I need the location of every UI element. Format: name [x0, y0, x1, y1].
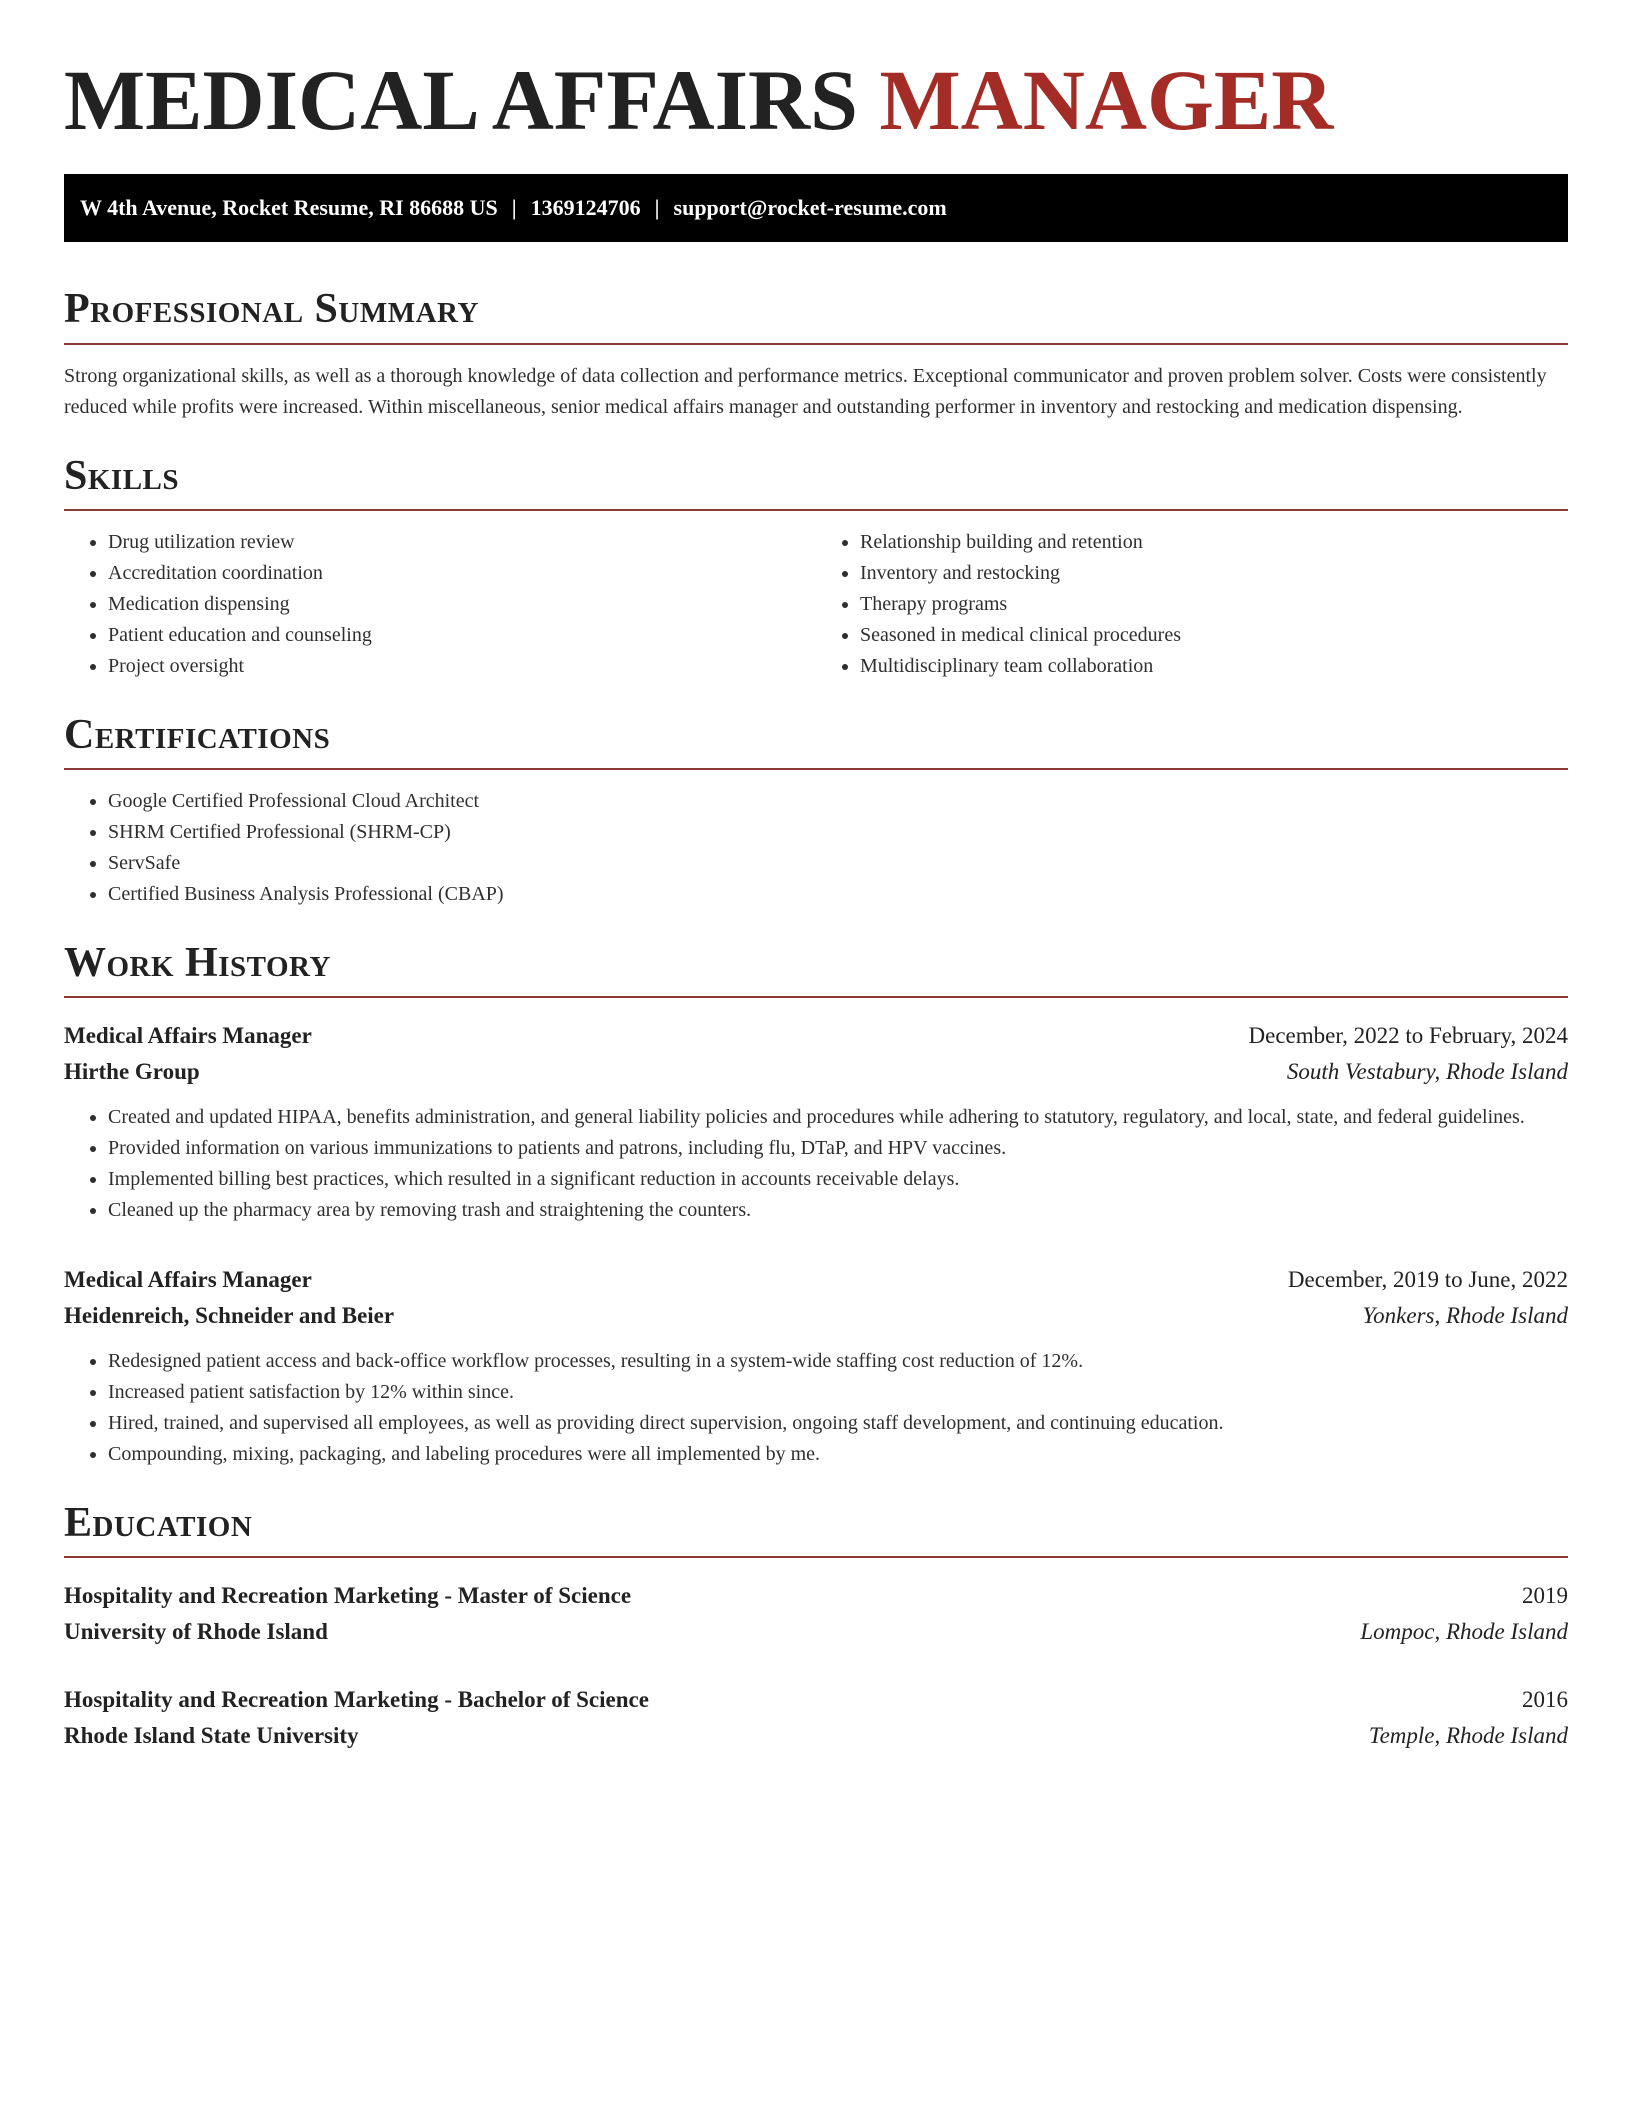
skill-item: • Drug utilization review — [108, 527, 816, 558]
work-history-section — [64, 940, 1568, 1470]
contact-phone: 1369124706 — [530, 195, 641, 221]
section-divider — [64, 1556, 1568, 1558]
job-bullet: • Redesigned patient access and back-office workflow processes, resulting in a system-wide staffing cost reduction of 12%. — [108, 1346, 1568, 1377]
certification-item: • ServSafe — [108, 848, 1568, 879]
job-bullets — [64, 1346, 1568, 1470]
skill-item: • Accreditation coordination — [108, 558, 816, 589]
education-year: 2016 — [1522, 1687, 1568, 1713]
education-school-row — [64, 1718, 1568, 1754]
job-bullet: • Created and updated HIPAA, benefits administration, and general liability policies and procedures while adhering to statutory, regulatory, and local, state, and federal guidelines. — [108, 1102, 1568, 1133]
certification-item: • Certified Business Analysis Professional (CBAP) — [108, 879, 1568, 910]
skills-list-right — [816, 527, 1568, 682]
job-company: Heidenreich, Schneider and Beier — [64, 1303, 395, 1329]
certifications-list — [64, 786, 1568, 910]
skills-list-left — [64, 527, 816, 682]
education-location: Lompoc, Rhode Island — [1360, 1619, 1568, 1645]
skill-item: • Relationship building and retention — [860, 527, 1568, 558]
job-company-row — [64, 1298, 1568, 1334]
skill-item: • Seasoned in medical clinical procedures — [860, 620, 1568, 651]
job-bullet: • Implemented billing best practices, which resulted in a significant reduction in accounts receivable delays. — [108, 1164, 1568, 1195]
job-header-row — [64, 1262, 1568, 1298]
job-company: Hirthe Group — [64, 1059, 200, 1085]
job-bullets — [64, 1102, 1568, 1226]
job-location: Yonkers, Rhode Island — [1362, 1303, 1568, 1329]
job-dates: December, 2022 to February, 2024 — [1248, 1023, 1568, 1049]
job-company-row — [64, 1054, 1568, 1090]
summary-section — [64, 286, 1568, 422]
job-bullet: • Hired, trained, and supervised all employees, as well as providing direct supervision, ongoing staff development, and continuing education. — [108, 1408, 1568, 1439]
education-location: Temple, Rhode Island — [1368, 1723, 1568, 1749]
job-bullet: • Provided information on various immunizations to patients and patrons, including flu, DTaP, and HPV vaccines. — [108, 1133, 1568, 1164]
title-main: MEDICAL AFFAIRS — [64, 52, 858, 148]
skill-item: • Medication dispensing — [108, 589, 816, 620]
section-divider — [64, 343, 1568, 345]
resume-title — [64, 52, 1568, 148]
contact-address: W 4th Avenue, Rocket Resume, RI 86688 US — [80, 195, 498, 221]
job-bullet: • Compounding, mixing, packaging, and labeling procedures were all implemented by me. — [108, 1439, 1568, 1470]
education-degree: Hospitality and Recreation Marketing - Master of Science — [64, 1583, 632, 1609]
job-bullet: • Increased patient satisfaction by 12% within since. — [108, 1377, 1568, 1408]
education-school: University of Rhode Island — [64, 1619, 328, 1645]
summary-heading: Professional Summary — [64, 286, 479, 333]
job-entry — [64, 1018, 1568, 1226]
education-entry — [64, 1682, 1568, 1754]
contact-separator: | — [511, 195, 517, 221]
education-heading: Education — [64, 1500, 253, 1547]
section-divider — [64, 996, 1568, 998]
job-title: Medical Affairs Manager — [64, 1267, 312, 1293]
skill-item: • Therapy programs — [860, 589, 1568, 620]
skills-section — [64, 453, 1568, 682]
skill-item: • Multidisciplinary team collaboration — [860, 651, 1568, 682]
skill-item: • Inventory and restocking — [860, 558, 1568, 589]
contact-bar — [64, 174, 1568, 242]
job-header-row — [64, 1018, 1568, 1054]
contact-separator: | — [654, 195, 660, 221]
job-bullet: • Cleaned up the pharmacy area by removing trash and straightening the counters. — [108, 1195, 1568, 1226]
education-entry — [64, 1578, 1568, 1650]
skill-item: • Patient education and counseling — [108, 620, 816, 651]
education-degree: Hospitality and Recreation Marketing - Bachelor of Science — [64, 1687, 649, 1713]
certifications-heading: Certifications — [64, 711, 331, 758]
job-title: Medical Affairs Manager — [64, 1023, 312, 1049]
certification-item: • Google Certified Professional Cloud Architect — [108, 786, 1568, 817]
education-school-row — [64, 1614, 1568, 1650]
summary-text: Strong organizational skills, as well as a thorough knowledge of data collection and performance metrics. Exceptional communicator and proven problem solver. Costs were consistently reduced while profits were increased. Within miscellaneous, senior medical affairs manager and outstanding performer in inventory and restocking and medication dispensing. — [64, 364, 1547, 418]
certifications-section — [64, 712, 1568, 910]
title-accent: MANAGER — [879, 52, 1334, 148]
job-location: South Vestabury, Rhode Island — [1286, 1059, 1568, 1085]
skills-grid — [64, 511, 1568, 682]
skill-item: • Project oversight — [108, 651, 816, 682]
contact-email: support@rocket-resume.com — [673, 195, 947, 221]
education-year: 2019 — [1522, 1583, 1568, 1609]
education-degree-row — [64, 1578, 1568, 1614]
work-history-heading: Work History — [64, 939, 331, 986]
certification-item: • SHRM Certified Professional (SHRM-CP) — [108, 817, 1568, 848]
education-degree-row — [64, 1682, 1568, 1718]
education-school: Rhode Island State University — [64, 1723, 359, 1749]
education-section — [64, 1500, 1568, 1754]
job-dates: December, 2019 to June, 2022 — [1287, 1267, 1568, 1293]
skills-heading: Skills — [64, 452, 180, 499]
job-entry — [64, 1262, 1568, 1470]
section-divider — [64, 768, 1568, 770]
